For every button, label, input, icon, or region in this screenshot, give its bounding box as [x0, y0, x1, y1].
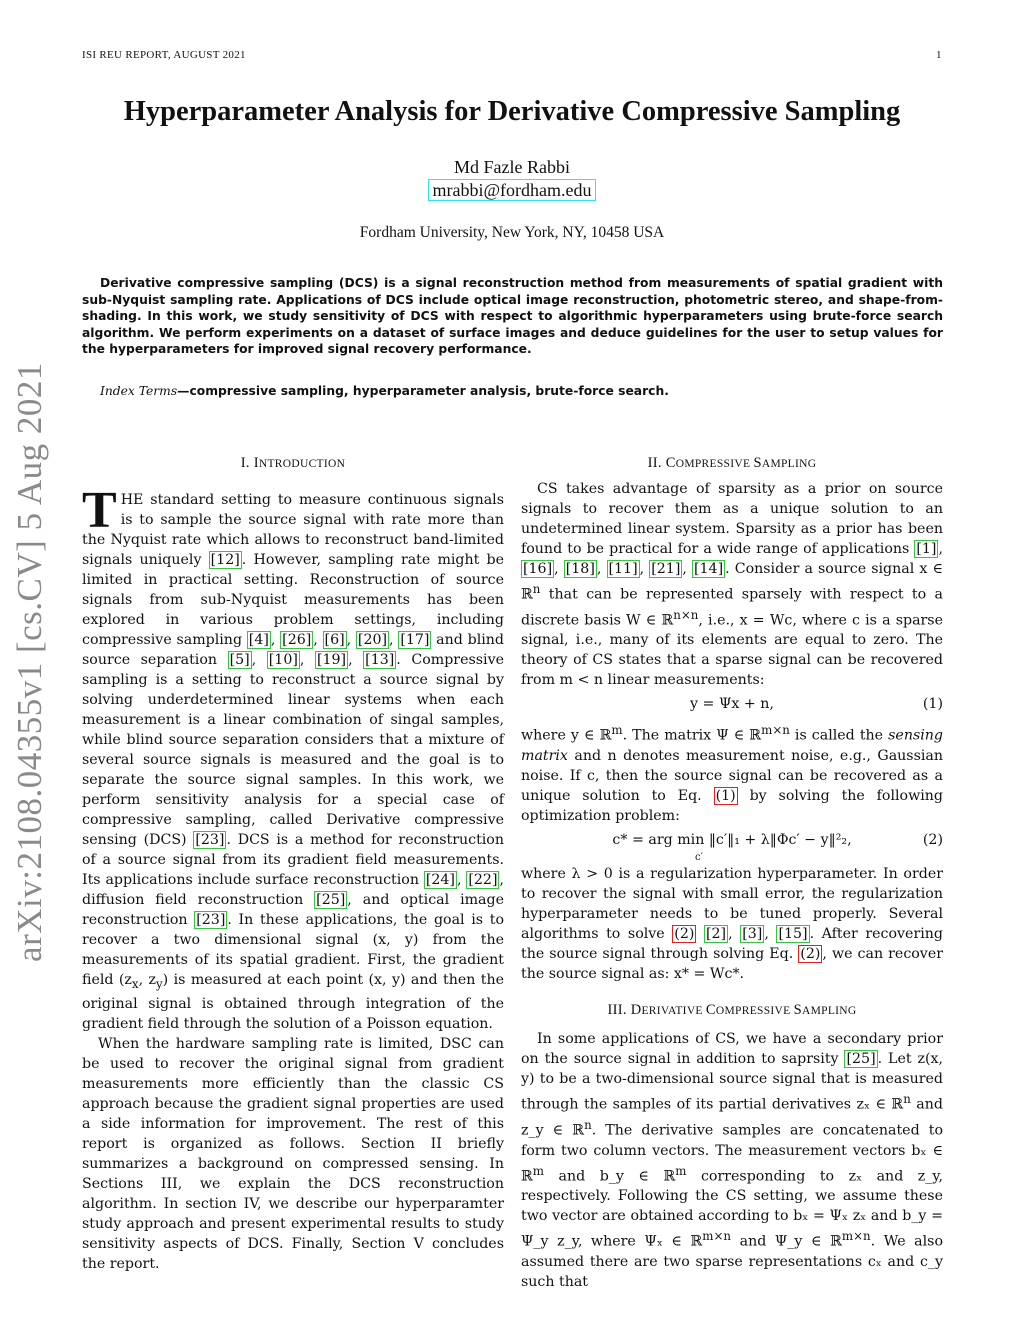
intro-paragraph-1: THE standard setting to measure continuous signals is to sample the source signal with rate more than the Nyquist rate which allows to reconstruct band-limited signals uniquely [12] . However, sampling rate might be limited in practical setting. Reconstruction of source signals from sub-Nyquist measurements has been explored in various problem settings, including compressive sampling [4] , [26] , [6] , [20] , [17] and blind source separation [5] , [10] , [19] , [13] . Compressive sampling is a setting to reconstruct a source signal by solving underdetermined linear systems when each measurement is a linear combination of singal samples, while blind source separation considers that a mixture of several source signals is measured and the goal is to separate the source signal samples. In this work, we perform sensitivity analysis for a special case of compressive sampling, called Derivative compressive sensing (DCS) [23] . DCS is a method for reconstruction of a source signal from its gradient field measurements. Its applications include surface reconstruction [24] , [22] , diffusion field reconstruction [25] , and optical image reconstruction [23] . In these applications, the goal is to recover a two dimensional signal (x, y) from the measurements of its spatial gradient. First, the gradient field ($z_x$, $z_y$) is measured at each point (x, y) and then the original signal is obtained through integration of the gradient field through the solution of a Poisson equation. — [82, 482, 505, 1032]
cs-paragraph-3: where λ > 0 is a regularization hyperparameter. In order to recover the signal with small error, the regularization hyperparameter needs to be tuned properly. Several algorithms to solve (2) [2] , [3] , [15] . After recovering the source signal through solving Eq. (2) , we can recover the source signal as: x* = Wc*. — [521, 866, 944, 983]
author-email[interactable] — [0, 180, 1024, 201]
right-column — [521, 479, 943, 1292]
citation-link[interactable]: [24] — [425, 872, 455, 888]
dcs-paragraph-1: In some applications of CS, we have a secondary prior on the source signal in addition to saprsity [25] . Let z(x, y) to be a two-dimensional source signal that is measured through the samples of its partial derivatives zₓ ∈ ℝ$^n$ and z_y ∈ ℝ$^n$. The derivative samples are concatenated to form two column vectors. The measurement vectors bₓ ∈ ℝ$^m$ and b_y ∈ ℝ$^m$ corresponding to zₓ and z_y, respectively. Following the CS setting, we assume these two vector are obtained according to bₓ = Ψₓ zₓ and b_y = Ψ_y z_y, where Ψₓ ∈ ℝ$^{m\times n}$ and Ψ_y ∈ ℝ$^{m\times n}$. We also assumed there are two sparse representations cₓ and c_y such that — [521, 1031, 943, 1291]
citation-link[interactable]: [1] — [916, 541, 937, 557]
drop-cap: T — [82, 482, 117, 539]
citation-link[interactable]: [14] — [694, 561, 724, 577]
equation-1: y = Ψx + n, (1) — [690, 696, 943, 713]
section-heading-compressive-sampling: II. COMPRESSIVE SAMPLING — [647, 455, 817, 471]
abstract: Derivative compressive sampling (DCS) is a signal reconstruction method from measurements of spatial gradient with sub-Nyquist sampling rate. Applications of DCS include optical image reconstruction, photometric stereo, and shape-from-shading. In this work, we study sensitivity of DCS with respect to algorithmic hyperparameters using brute-force search algorithm. We perform experiments on a dataset of surface images and deduce guidelines for the user to setup values for the hyperparameters for improved signal recovery performance. — [82, 276, 943, 357]
cs-paragraph-2: where y ∈ ℝ$^m$. The matrix Ψ ∈ ℝ$^{m\times n}$ is called the sensing matrix and n denotes measurement noise, e.g., Gaussian noise. If c, then the source signal can be recovered as a unique solution to Eq. (1) by solving the following optimization problem: — [521, 723, 943, 825]
citation-link[interactable]: [13] — [365, 652, 395, 668]
equation-ref-link[interactable]: (1) — [715, 788, 736, 805]
index-terms-text: —compressive sampling, hyperparameter analysis, brute-force search. — [177, 384, 669, 398]
citation-link[interactable]: [26] — [282, 632, 312, 648]
citation-link[interactable]: [25] — [316, 892, 346, 908]
index-terms-label: Index Terms — [100, 384, 178, 398]
index-terms — [100, 384, 940, 398]
cs-paragraph-1: CS takes advantage of sparsity as a prior on source signals to recover them as a unique solution to an undetermined linear system. Sparsity as a prior has been found to be practical for a wide range of applications [1] , [16] , [18] , [11] , [21] , [14] . Consider a source signal x ∈ ℝ$^n$ that can be represented sparsely with respect to a discrete basis W ∈ ℝ$^{n\times n}$, i.e., x = Wc, where c is a sparse signal, i.e., many of its elements are equal to zero. The theory of CS states that a sparse signal can be recovered from m < n linear measurements: — [521, 481, 943, 689]
affiliation: Fordham University, New York, NY, 10458 USA — [359, 224, 665, 241]
citation-link[interactable]: [23] — [195, 832, 225, 848]
citation-link[interactable]: [15] — [778, 926, 808, 943]
citation-link[interactable]: [2] — [706, 926, 727, 943]
citation-link[interactable]: [6] — [324, 632, 345, 648]
citation-link[interactable]: [3] — [742, 926, 763, 943]
citation-link[interactable]: [22] — [468, 872, 498, 888]
arxiv-stamp: arXiv:2108.04355v1 [cs.CV] 5 Aug 2021 — [10, 362, 49, 962]
citation-link[interactable]: [20] — [357, 632, 388, 648]
running-header: ISI REU REPORT, AUGUST 2021 — [82, 49, 246, 61]
citation-link[interactable]: [21] — [651, 561, 681, 577]
author-name: Md Fazle Rabbi — [454, 157, 570, 177]
equation-ref-link[interactable]: (2) — [800, 946, 821, 963]
equation-ref-link[interactable]: (2) — [674, 926, 695, 943]
page-number: 1 — [936, 49, 942, 61]
citation-link[interactable]: [17] — [400, 632, 430, 648]
citation-link[interactable]: [12] — [210, 552, 240, 568]
citation-link[interactable]: [25] — [846, 1051, 876, 1068]
citation-link[interactable]: [5] — [229, 652, 250, 668]
left-column — [82, 482, 505, 1274]
citation-link[interactable]: [19] — [316, 652, 347, 668]
citation-link[interactable]: [18] — [565, 561, 595, 577]
section-heading-introduction: I. INTRODUCTION — [240, 455, 346, 471]
citation-link[interactable]: [11] — [608, 561, 638, 577]
citation-link[interactable]: [16] — [523, 561, 553, 577]
citation-link[interactable]: [23] — [196, 912, 226, 928]
citation-link[interactable]: [10] — [268, 652, 298, 668]
section-heading-dcs: III. DERIVATIVE COMPRESSIVE SAMPLING — [607, 1002, 857, 1019]
intro-paragraph-2: When the hardware sampling rate is limited, DSC can be used to recover the original signal from gradient measurements more efficiently than the classic CS approach because the gradient signal properties are used a side information for improvement. The rest of this report is organized as follows. Section II briefly summarizes a background on compressed sensing. In Sections III, we explain the DCS reconstruction algorithm. In section IV, we describe our hyperparamter study approach and present experimental results to study sensitivity aspects of DCS. Finally, Section V concludes the report. — [82, 1035, 504, 1272]
equation-2: c* = arg min ‖c′‖₁ + λ‖Φc′ − y‖²₂, c′ (2) — [612, 832, 943, 864]
citation-link[interactable]: [4] — [248, 632, 269, 648]
paper-title: Hyperparameter Analysis for Derivative Compressive Sampling — [123, 96, 901, 127]
email-link[interactable]: mrabbi@fordham.edu — [428, 179, 595, 201]
